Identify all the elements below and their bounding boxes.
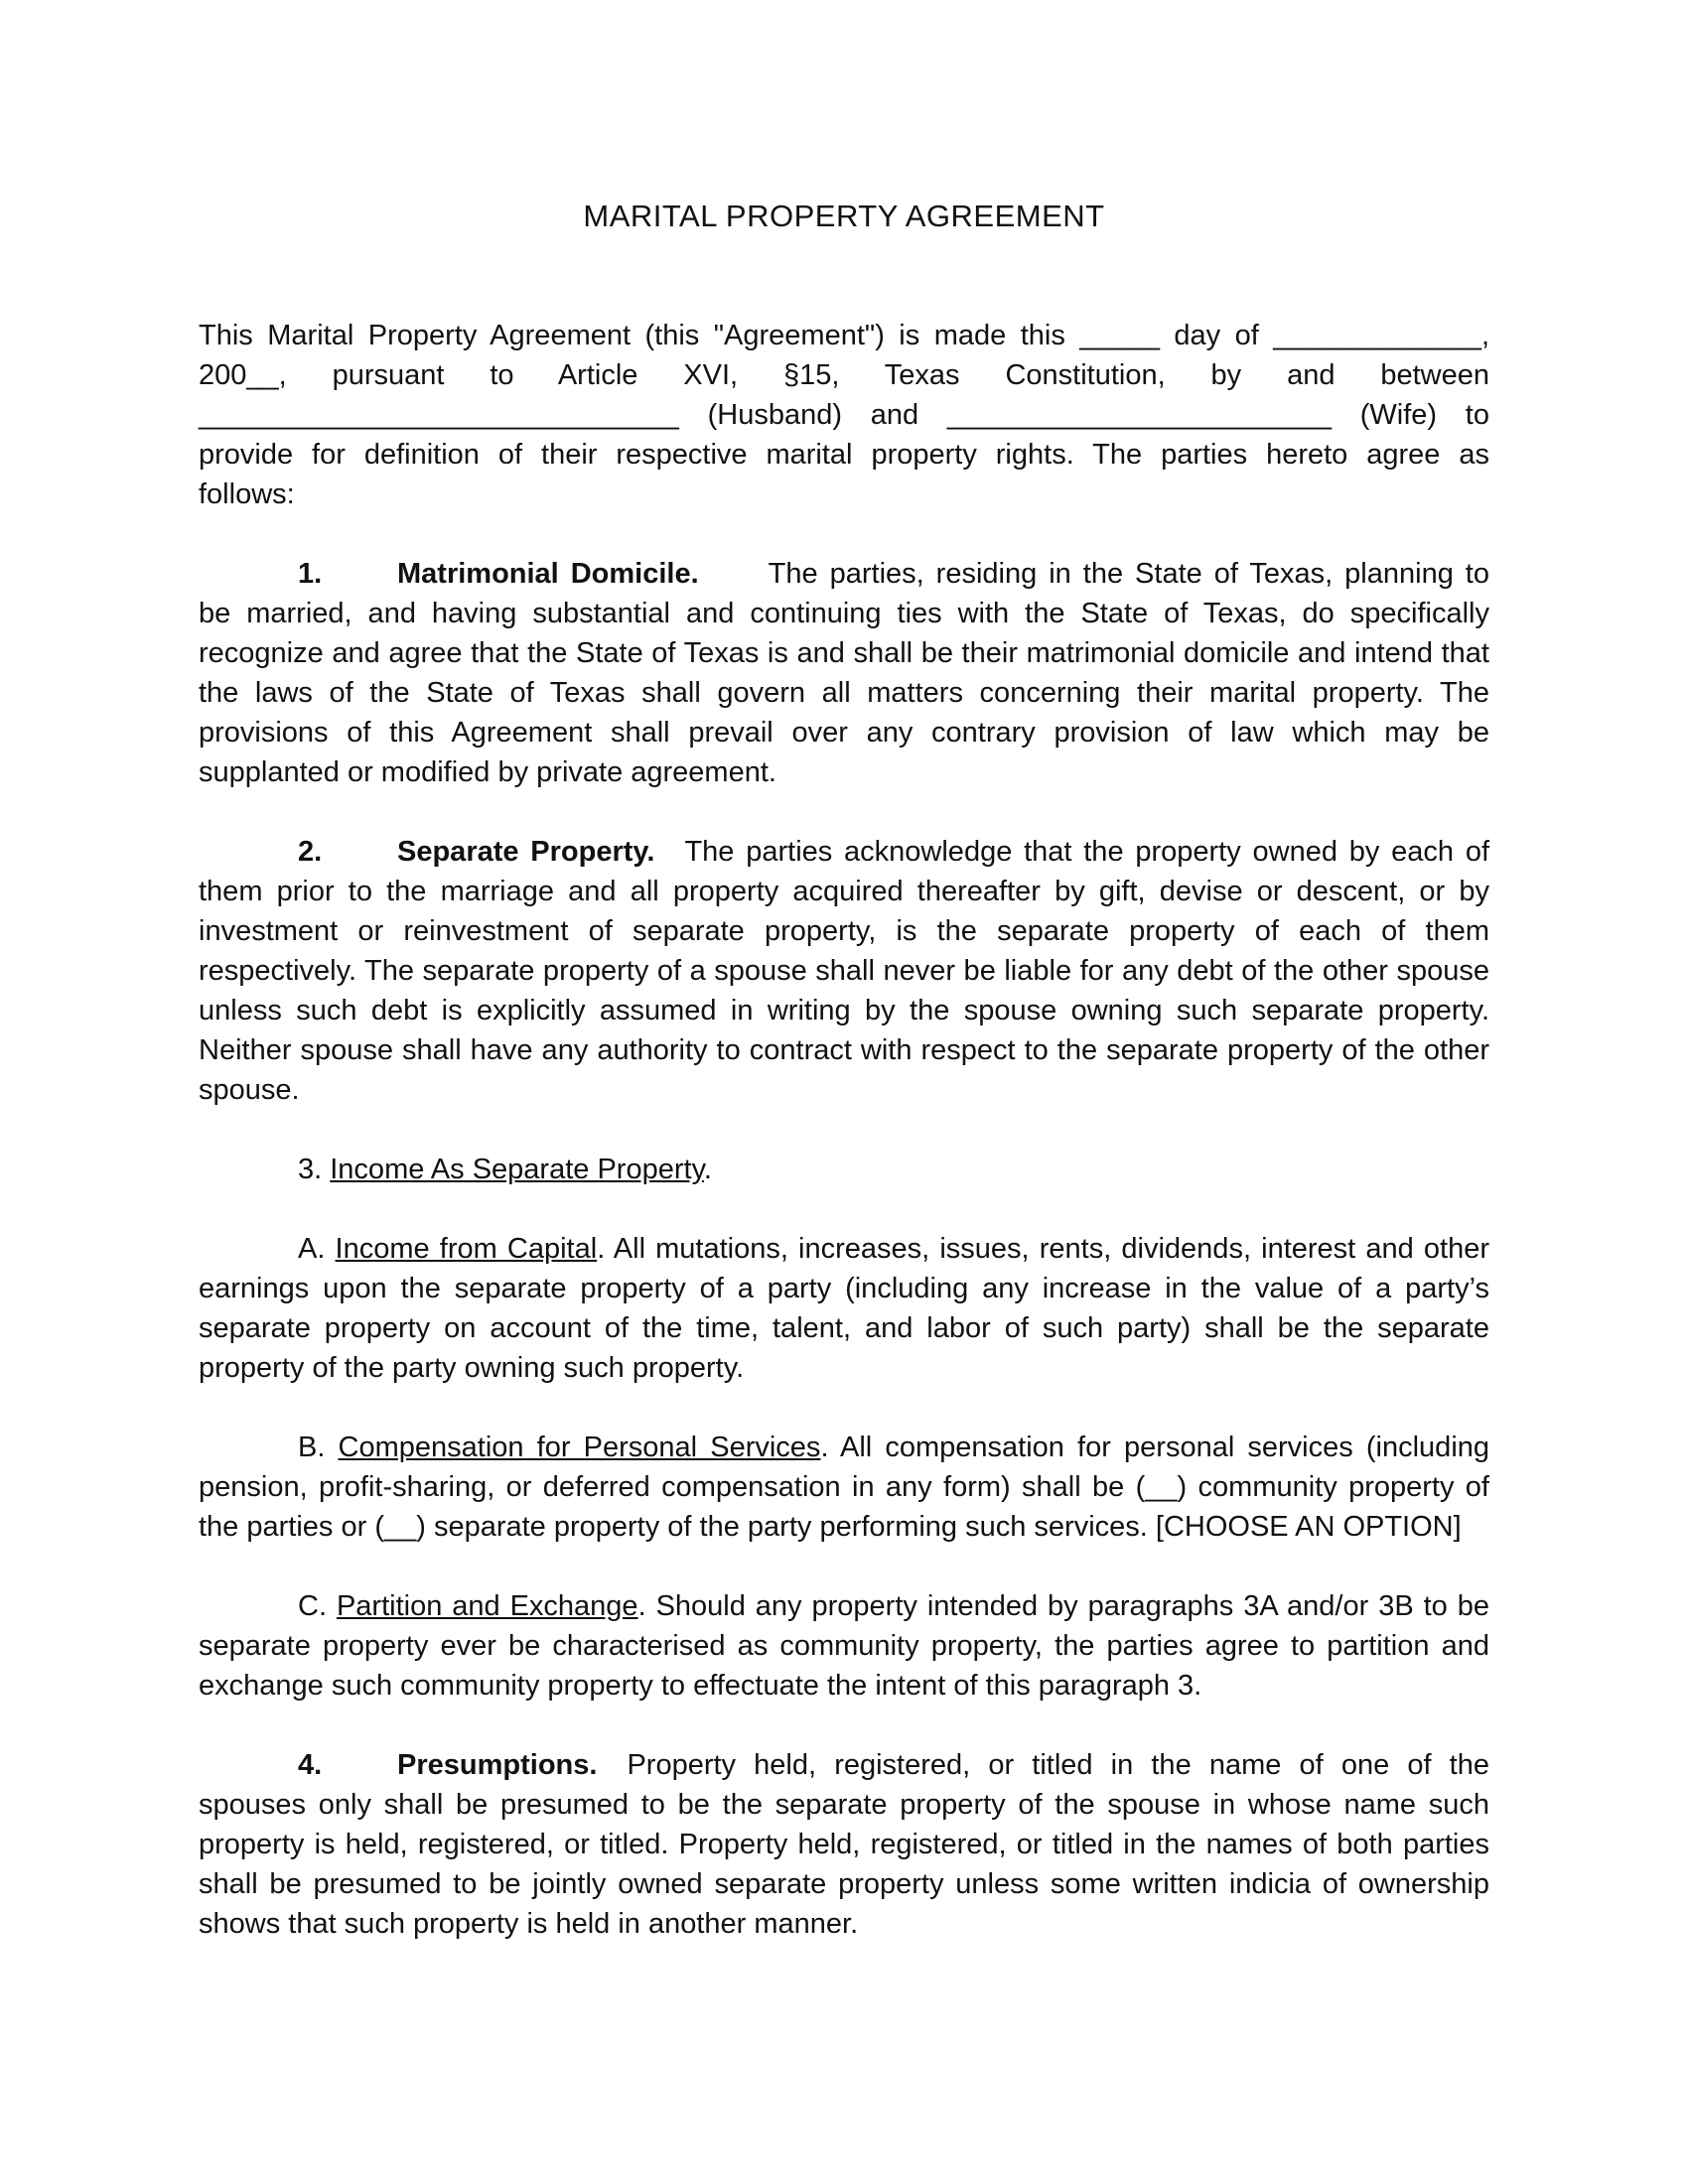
intro-paragraph — [199, 316, 1489, 514]
section-4-number: 4. — [298, 1749, 323, 1781]
section-3c-label: C. — [298, 1590, 327, 1622]
section-2-number: 2. — [298, 836, 323, 868]
section-4-text: Property held, registered, or titled in the name of one of the spouses only shall be presumed to be the separate property of the spouse in whose name such property is held, registered, or titled. Property held, registered, or titled in the names of both parties shall be presumed to be jointly owned separate property unless some written indicia of ownership shows that such property is held in another manner. — [199, 1749, 1489, 1940]
section-3c-text: . Should any property intended by paragraphs 3A and/or 3B to be separate property ever be characterised as community property, the parties agree to partition and exchange such community property to effectuate the intent of this paragraph 3. — [199, 1590, 1489, 1702]
document-title: MARITAL PROPERTY AGREEMENT — [583, 199, 1105, 233]
section-3b-label: B. — [298, 1432, 326, 1463]
section-1-paragraph — [199, 554, 1489, 792]
intro-line-3: ______________________________ (Husband) and ________________________ (Wife) to — [199, 399, 1489, 431]
document-body — [199, 316, 1489, 1983]
section-3a-paragraph — [199, 1229, 1489, 1388]
section-2-heading: Separate Property. — [397, 836, 655, 868]
section-3-number: 3. — [298, 1154, 323, 1185]
section-4-paragraph — [199, 1745, 1489, 1944]
intro-line-5: follows: — [199, 478, 295, 510]
section-4-heading: Presumptions. — [397, 1749, 598, 1781]
section-3-heading: Income As Separate Property — [330, 1154, 704, 1185]
section-3b-text: . All compensation for personal services (including pension, profit-sharing, or deferred compensation in any form) shall be (__) community property of the parties or (__) separate property of the party performing such services. [CHOOSE AN OPTION] — [199, 1432, 1490, 1543]
intro-line-2: 200__, pursuant to Article XVI, §15, Texas Constitution, by and between — [199, 359, 1489, 391]
section-2-paragraph — [199, 832, 1489, 1110]
section-3b-heading: Compensation for Personal Services — [338, 1432, 821, 1463]
intro-line-1: This Marital Property Agreement (this "Agreement") is made this _____ day of _____________, — [199, 320, 1489, 351]
section-3c-paragraph — [199, 1586, 1489, 1706]
section-3-heading-end: . — [703, 1154, 712, 1185]
section-3c-heading: Partition and Exchange — [336, 1590, 638, 1622]
section-1-heading: Matrimonial Domicile. — [397, 558, 699, 590]
section-3a-label: A. — [298, 1233, 326, 1265]
intro-line-4: provide for definition of their respective marital property rights. The parties hereto agree as — [199, 439, 1489, 471]
section-3-paragraph — [199, 1150, 1489, 1189]
section-3a-text: . All mutations, increases, issues, rents, dividends, interest and other earnings upon the separate property of a party (including any increase in the value of a party’s separate property on account of the time, talent, and labor of such party) shall be the separate property of the party owning such property. — [199, 1233, 1489, 1384]
section-1-text: The parties, residing in the State of Texas, planning to be married, and having substantial and continuing ties with the State of Texas, do specifically recognize and agree that the State of Texas is and shall be their matrimonial domicile and intend that the laws of the State of Texas shall govern all matters concerning their marital property. The provisions of this Agreement shall prevail over any contrary provision of law which may be supplanted or modified by private agreement. — [199, 558, 1489, 788]
section-1-number: 1. — [298, 558, 323, 590]
section-3a-heading: Income from Capital — [335, 1233, 598, 1265]
section-2-text: The parties acknowledge that the property owned by each of them prior to the marriage and all property acquired thereafter by gift, devise or descent, or by investment or reinvestment of separate property, is the separate property of each of them respectively. The separate property of a spouse shall never be liable for any debt of the other spouse unless such debt is explicitly assumed in writing by the spouse owning such separate property. Neither spouse shall have any authority to contract with respect to the separate property of the other spouse. — [199, 836, 1490, 1106]
section-3b-paragraph — [199, 1428, 1489, 1547]
